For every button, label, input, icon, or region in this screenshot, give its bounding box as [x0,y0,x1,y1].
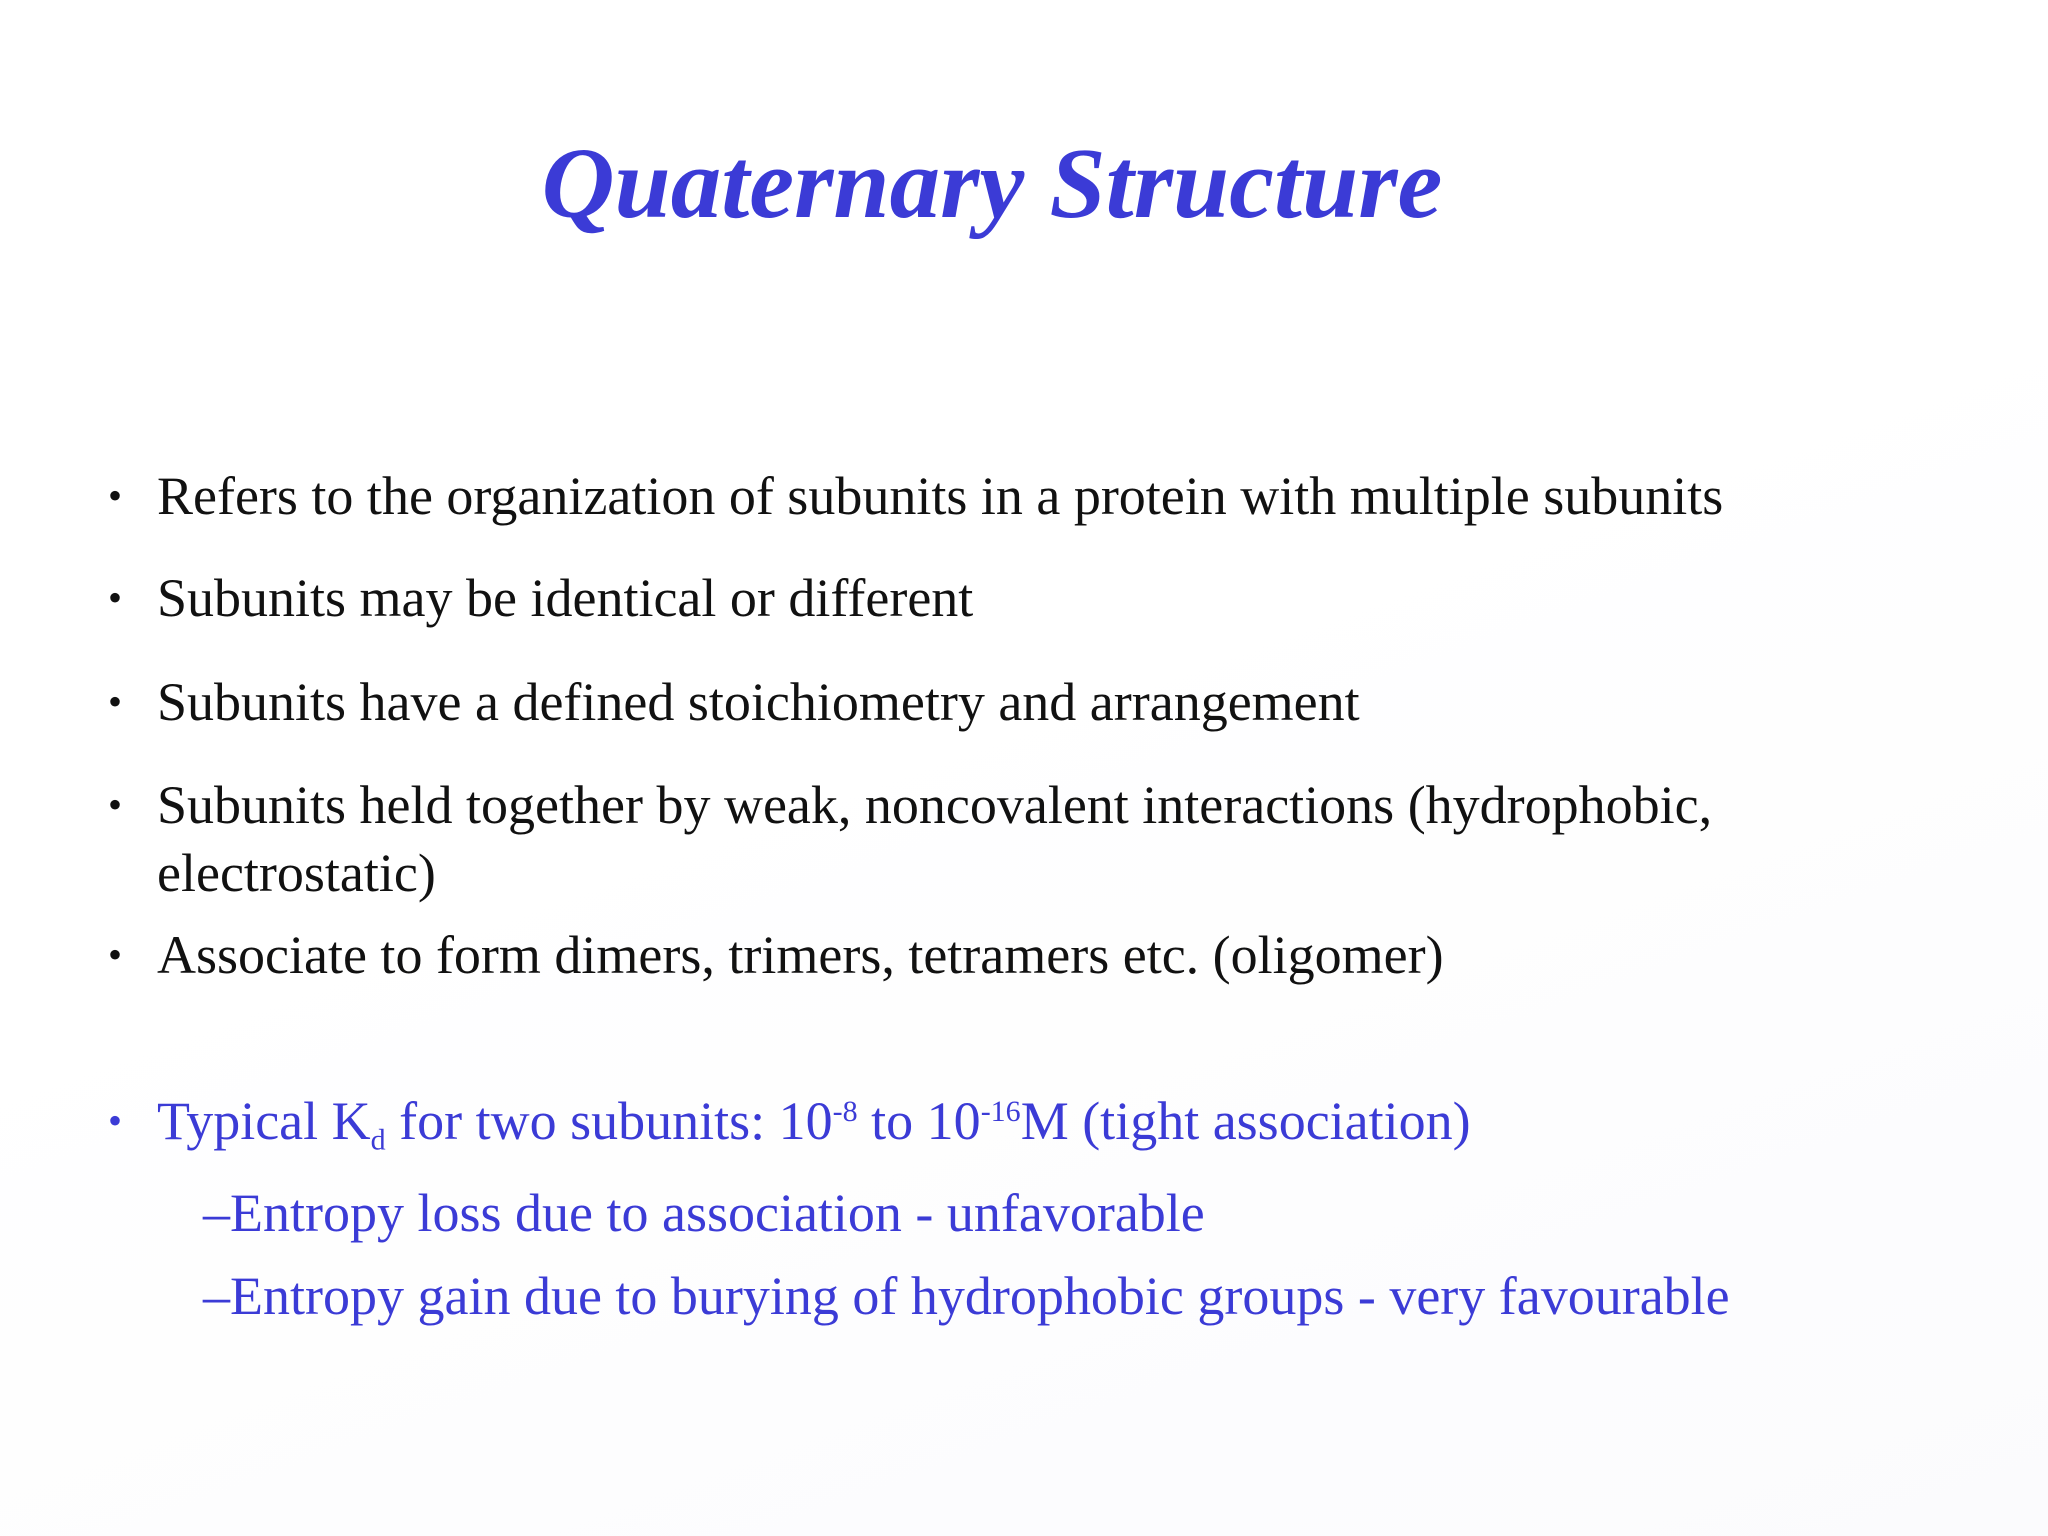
sub-bullet-item: –Entropy gain due to burying of hydrophobic groups - very favourable [203,1266,1730,1326]
bullet-marker: • [108,473,123,518]
bullet-text: Subunits may be identical or different [157,568,974,628]
slide-title: Quaternary Structure [541,127,1443,239]
kd-bullet-text [157,1088,1471,1157]
kd-exponent-2: -16 [980,1095,1021,1128]
bullet-marker: • [108,932,123,977]
bullet-text: Associate to form dimers, trimers, tetramers etc. (oligomer) [157,925,1444,985]
kd-exponent-1: -8 [832,1095,858,1128]
kd-middle: for two subunits: 10 [385,1091,833,1151]
bullet-text-line-1: Subunits held together by weak, noncovalent interactions (hydrophobic, [157,775,1713,835]
bullet-marker: • [108,1098,123,1143]
bullet-marker: • [108,782,123,827]
bullet-marker: • [108,679,123,724]
kd-suffix: M (tight association) [1020,1091,1471,1151]
bullet-text: Refers to the organization of subunits in a protein with multiple subunits [157,466,1724,526]
bullet-marker: • [108,575,123,620]
kd-to: to 10 [857,1091,981,1151]
kd-subscript: d [370,1123,386,1157]
bullet-text: Subunits have a defined stoichiometry and arrangement [157,672,1360,732]
sub-bullet-item: –Entropy loss due to association - unfavorable [203,1183,1205,1243]
kd-prefix: Typical K [157,1091,371,1151]
bullet-text-line-2: electrostatic) [157,843,436,903]
